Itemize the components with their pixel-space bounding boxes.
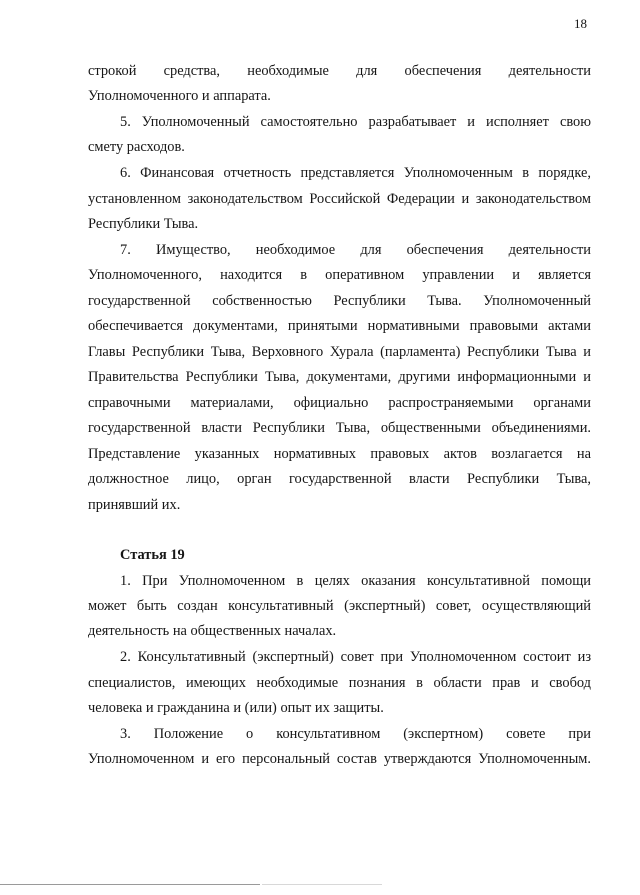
text-line: Уполномоченного и аппарата. (88, 88, 271, 104)
text-line: обеспечивается документами, принятыми нормативными правовыми актами (88, 318, 591, 334)
text-line: должностное лицо, орган государственной власти Республики Тыва, (88, 471, 591, 487)
text-line: установленном законодательством Российской Федерации и законодательством (88, 191, 591, 207)
text-line: Представление указанных нормативных правовых актов возлагается на (88, 446, 591, 462)
text-line: государственной собственностью Республики Тыва. Уполномоченный (88, 293, 591, 309)
text-line: 5. Уполномоченный самостоятельно разрабатывает и исполняет свою (120, 114, 591, 130)
text-line: принявший их. (88, 497, 181, 513)
text-line: Уполномоченном и его персональный состав утверждаются Уполномоченным. (88, 751, 591, 767)
text-line: специалистов, имеющих необходимые познания в области прав и свобод (88, 675, 591, 691)
text-line: государственной власти Республики Тыва, общественными объединениями. (88, 420, 591, 436)
text-line: 3. Положение о консультативном (экспертном) совете при (120, 726, 591, 742)
text-line: Правительства Республики Тыва, документами, другими информационными и (88, 369, 591, 385)
text-line: деятельность на общественных началах. (88, 623, 337, 639)
text-line: Уполномоченного, находится в оперативном управлении и является (88, 267, 591, 283)
text-line: может быть создан консультативный (экспертный) совет, осуществляющий (88, 598, 591, 614)
scan-artifact-line (262, 884, 382, 885)
article-heading: Статья 19 (120, 547, 185, 563)
text-line: 6. Финансовая отчетность представляется Уполномоченным в порядке, (120, 165, 591, 181)
text-line: 7. Имущество, необходимое для обеспечения деятельности (120, 242, 591, 258)
text-line: человека и гражданина и (или) опыт их защиты. (88, 700, 384, 716)
text-line: строкой средства, необходимые для обеспечения деятельности (88, 63, 591, 79)
text-line: Республики Тыва. (88, 216, 199, 232)
text-line: Главы Республики Тыва, Верховного Хурала (парламента) Республики Тыва и (88, 344, 591, 360)
page-number: 18 (574, 16, 587, 31)
text-line: 1. При Уполномоченном в целях оказания консультативной помощи (120, 573, 591, 589)
scan-artifact-line (0, 884, 260, 885)
text-line: смету расходов. (88, 139, 185, 155)
text-line: 2. Консультативный (экспертный) совет при Уполномоченном состоит из (120, 649, 591, 665)
text-line: справочными материалами, официально распространяемыми органами (88, 395, 591, 411)
